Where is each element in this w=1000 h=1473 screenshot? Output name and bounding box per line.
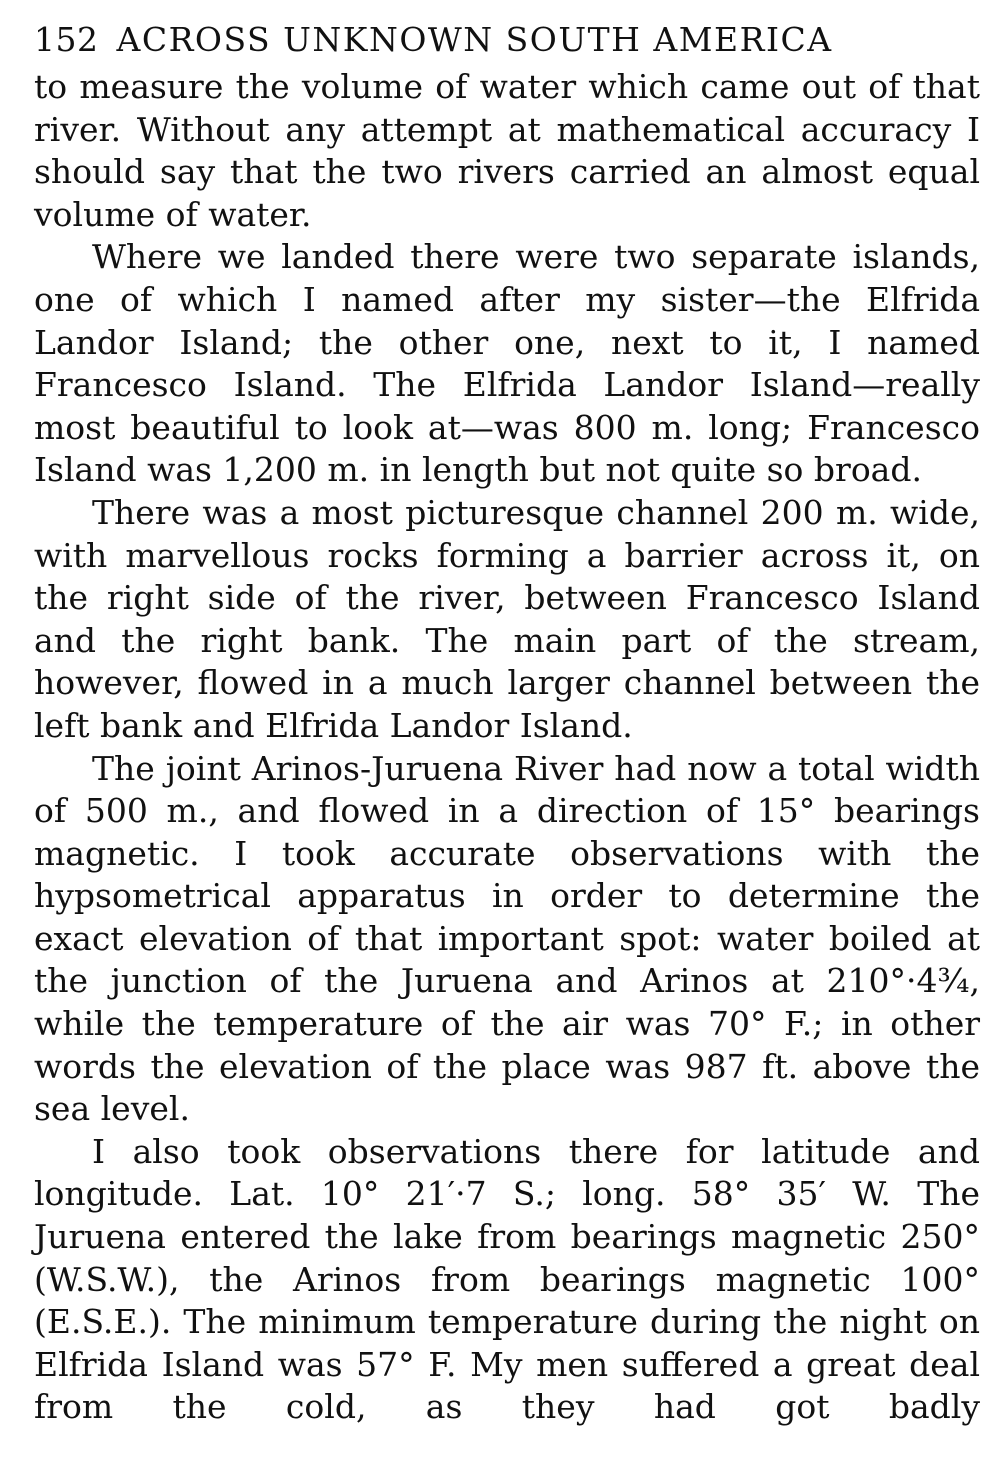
book-page bbox=[34, 20, 980, 1429]
paragraph-channel: There was a most picturesque channel 200 m. wide, with marvellous rocks forming a barrier across it, on the right side of the river, between Francesco Island and the right bank. The main part of the stream, however, flowed in a much larger channel between the left bank and Elfrida Landor Island. bbox=[34, 492, 980, 745]
paragraph-observations: I also took observations there for latitude and longitude. Lat. 10° 21′·7 S.; long. 58° 35′ W. The Juruena entered the lake from bearings magnetic 250° (W.S.W.), the Arinos from bearings magnetic 100° (E.S.E.). The minimum temperature during the night on Elfrida Island was 57° F. My men suffered a great deal from the cold, as they had got badly bbox=[34, 1131, 980, 1427]
paragraph-islands: Where we landed there were two separate islands, one of which I named after my sister—the Elfrida Landor Island; the other one, next to it, I named Francesco Island. The Elfrida Landor Island—really most beautiful to look at—was 800 m. long; Francesco Island was 1,200 m. in length but not quite so broad. bbox=[34, 237, 980, 490]
paragraph-continued: to measure the volume of water which came out of that river. Without any attempt at mathematical accuracy I should say that the two rivers carried an almost equal volume of water. bbox=[34, 67, 980, 234]
running-title: ACROSS UNKNOWN SOUTH AMERICA bbox=[116, 20, 833, 59]
page-number: 152 bbox=[34, 20, 99, 59]
paragraph-elevation: The joint Arinos-Juruena River had now a total width of 500 m., and flowed in a direction of 15° bearings magnetic. I took accurate observations with the hypsometrical apparatus in order to determine the exact elevation of that important spot: water boiled at the junction of the Juruena and Arinos at 210°·4¾, while the temperature of the air was 70° F.; in other words the elevation of the place was 987 ft. above the sea level. bbox=[34, 748, 980, 1129]
running-head bbox=[34, 20, 980, 66]
body-text bbox=[34, 66, 980, 1429]
